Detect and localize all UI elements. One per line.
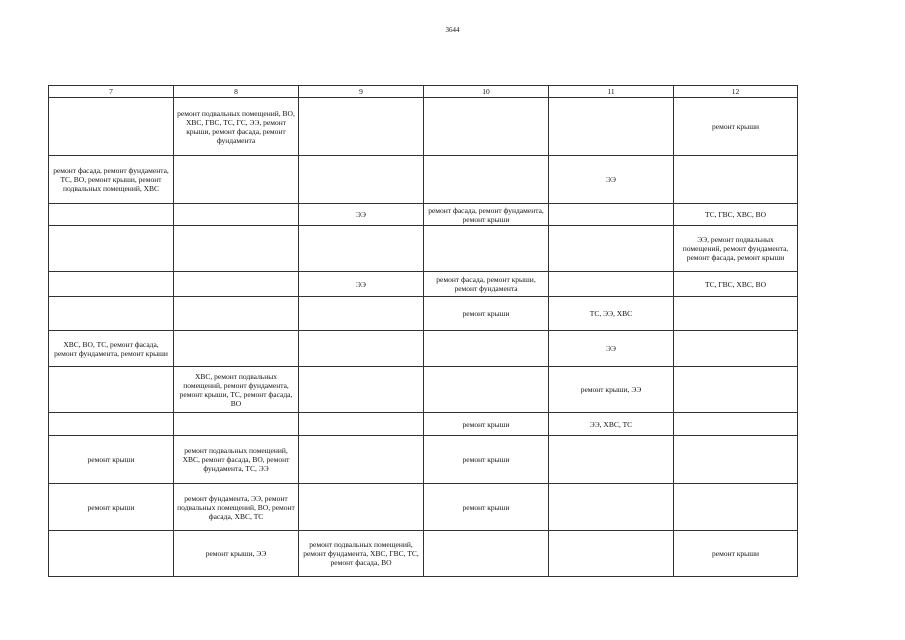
table-cell-col-12: ЭЭ, ремонт подвальных помещений, ремонт фундамента, ремонт фасада, ремонт крыши	[674, 226, 798, 272]
table-row	[49, 226, 798, 272]
table-cell-col-12	[674, 484, 798, 531]
table-cell-col-7: ремонт крыши	[49, 436, 174, 484]
table-cell-col-9	[299, 297, 424, 331]
table-cell-col-11: ЭЭ, ХВС, ТС	[549, 413, 674, 436]
column-header-12: 12	[674, 86, 798, 98]
table-cell-col-8	[174, 156, 299, 204]
table-row	[49, 367, 798, 413]
table-cell-col-8	[174, 226, 299, 272]
table-cell-col-10: ремонт фасада, ремонт крыши, ремонт фундамента	[424, 272, 549, 297]
table-cell-col-12	[674, 367, 798, 413]
table-cell-col-9: ЭЭ	[299, 204, 424, 226]
table-cell-col-8: ХВС, ремонт подвальных помещений, ремонт фундамента, ремонт крыши, ТС, ремонт фасада, ВО	[174, 367, 299, 413]
table-cell-col-9	[299, 156, 424, 204]
table-cell-col-11	[549, 531, 674, 577]
table-cell-col-8	[174, 413, 299, 436]
table-cell-col-11	[549, 484, 674, 531]
table-cell-col-8: ремонт подвальных помещений, ВО, ХВС, ГВС, ТС, ГС, ЭЭ, ремонт крыши, ремонт фасада, ремонт фундамента	[174, 98, 299, 156]
table-cell-col-12	[674, 331, 798, 367]
table-cell-col-11: ЭЭ	[549, 331, 674, 367]
table-row	[49, 272, 798, 297]
table-cell-col-12	[674, 156, 798, 204]
table-body	[49, 98, 798, 577]
table-cell-col-11	[549, 226, 674, 272]
table-cell-col-11	[549, 204, 674, 226]
column-header-11: 11	[549, 86, 674, 98]
table-cell-col-10	[424, 98, 549, 156]
table-cell-col-10	[424, 156, 549, 204]
table-cell-col-7: ремонт крыши	[49, 484, 174, 531]
table-cell-col-12: ремонт крыши	[674, 531, 798, 577]
table-cell-col-9: ЭЭ	[299, 272, 424, 297]
table-cell-col-10	[424, 531, 549, 577]
table-cell-col-9	[299, 413, 424, 436]
table-row	[49, 413, 798, 436]
table-cell-col-12: ремонт крыши	[674, 98, 798, 156]
page-number: 3644	[445, 26, 460, 34]
table-cell-col-8	[174, 331, 299, 367]
table-cell-col-10	[424, 226, 549, 272]
table-cell-col-8	[174, 204, 299, 226]
table-cell-col-8	[174, 272, 299, 297]
table-cell-col-7	[49, 531, 174, 577]
table-cell-col-11	[549, 272, 674, 297]
table-cell-col-7	[49, 226, 174, 272]
table-cell-col-7: ремонт фасада, ремонт фундамента, ТС, ВО, ремонт крыши, ремонт подвальных помещений, ХВС	[49, 156, 174, 204]
table-cell-col-8: ремонт подвальных помещений, ХВС, ремонт фасада, ВО, ремонт фундамента, ТС, ЭЭ	[174, 436, 299, 484]
table-cell-col-9	[299, 367, 424, 413]
table-row	[49, 531, 798, 577]
table-cell-col-12	[674, 297, 798, 331]
table-cell-col-7	[49, 367, 174, 413]
table-cell-col-11: ТС, ЭЭ, ХВС	[549, 297, 674, 331]
column-header-7: 7	[49, 86, 174, 98]
table-cell-col-7	[49, 413, 174, 436]
table-row	[49, 98, 798, 156]
table-cell-col-9	[299, 436, 424, 484]
table-cell-col-9: ремонт подвальных помещений, ремонт фундамента, ХВС, ГВС, ТС, ремонт фасада, ВО	[299, 531, 424, 577]
table-cell-col-11: ремонт крыши, ЭЭ	[549, 367, 674, 413]
table-cell-col-10: ремонт фасада, ремонт фундамента, ремонт крыши	[424, 204, 549, 226]
table-cell-col-9	[299, 331, 424, 367]
table-cell-col-9	[299, 484, 424, 531]
table-cell-col-10: ремонт крыши	[424, 297, 549, 331]
table-cell-col-12	[674, 436, 798, 484]
table-cell-col-12: ТС, ГВС, ХВС, ВО	[674, 204, 798, 226]
table-cell-col-7: ХВС, ВО, ТС, ремонт фасада, ремонт фундамента, ремонт крыши	[49, 331, 174, 367]
table-cell-col-11	[549, 436, 674, 484]
column-header-10: 10	[424, 86, 549, 98]
table-cell-col-7	[49, 297, 174, 331]
table-cell-col-8: ремонт фундамента, ЭЭ, ремонт подвальных помещений, ВО, ремонт фасада, ХВС, ТС	[174, 484, 299, 531]
table-cell-col-7	[49, 98, 174, 156]
table-row	[49, 204, 798, 226]
table-cell-col-10	[424, 331, 549, 367]
table-cell-col-10	[424, 367, 549, 413]
table-cell-col-9	[299, 98, 424, 156]
table-row	[49, 297, 798, 331]
table-cell-col-9	[299, 226, 424, 272]
table-row	[49, 331, 798, 367]
table-row	[49, 436, 798, 484]
table-cell-col-7	[49, 204, 174, 226]
table-cell-col-11	[549, 98, 674, 156]
column-header-9: 9	[299, 86, 424, 98]
header-row	[49, 86, 798, 98]
table-cell-col-10: ремонт крыши	[424, 484, 549, 531]
table-row	[49, 156, 798, 204]
table-cell-col-12	[674, 413, 798, 436]
table-cell-col-12: ТС, ГВС, ХВС, ВО	[674, 272, 798, 297]
repair-works-table	[48, 85, 798, 577]
column-header-8: 8	[174, 86, 299, 98]
table-cell-col-8	[174, 297, 299, 331]
table-cell-col-8: ремонт крыши, ЭЭ	[174, 531, 299, 577]
table-cell-col-10: ремонт крыши	[424, 413, 549, 436]
table-cell-col-10: ремонт крыши	[424, 436, 549, 484]
table-cell-col-7	[49, 272, 174, 297]
table-row	[49, 484, 798, 531]
table-cell-col-11: ЭЭ	[549, 156, 674, 204]
